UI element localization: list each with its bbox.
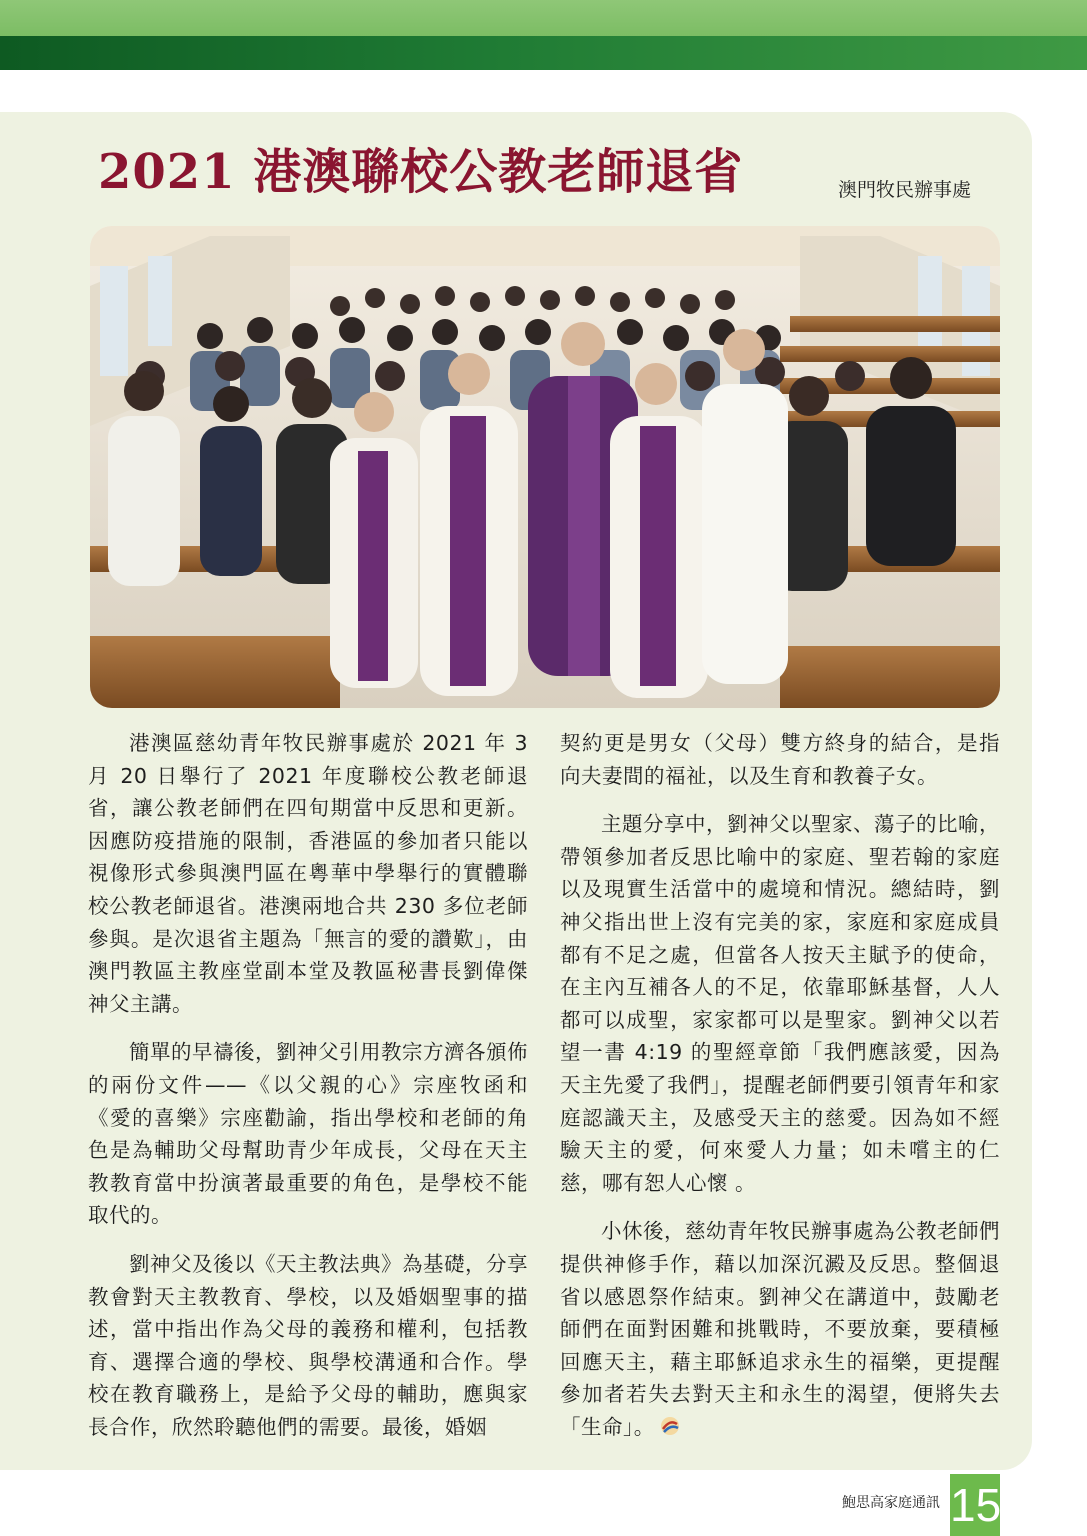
article-paragraph: 簡單的早禱後，劉神父引用教宗方濟各頒佈的兩份文件——《以父親的心》宗座牧函和《愛的喜樂》宗座勸諭，指出學校和老師的角色是為輔助父母幫助青少年成長，父母在天主教教育當中扮演著最重要的角色，是學校不能取代的。 (88, 1040, 528, 1228)
article-right-column (560, 727, 1000, 1459)
article-paragraph: 契約更是男女（父母）雙方終身的結合，是指向夫妻間的福祉，以及生育和教養子女。 (560, 731, 1000, 788)
article-paragraph-last (560, 1215, 1000, 1443)
group-photo-icon (90, 226, 1000, 708)
header-band-dark (0, 36, 1087, 70)
article-paragraph: 劉神父及後以《天主教法典》為基礎，分享教會對天主教教育、學校，以及婚姻聖事的描述，當中指出作為父母的義務和權利，包括教育、選擇合適的學校、與學校溝通和合作。學校在教育職務上，是給予父母的輔助，應與家長合作，欣然聆聽他們的需要。最後，婚姻 (88, 1251, 528, 1439)
group-photo (90, 226, 1000, 708)
page-number: 15 (950, 1474, 1000, 1536)
article-left-column (88, 727, 528, 1459)
header-band-light (0, 0, 1087, 36)
article-paragraph-text: 小休後，慈幼青年牧民辦事處為公教老師們提供神修手作，藉以加深沉澱及反思。整個退省以感恩祭作結束。劉神父在講道中，鼓勵老師們在面對困難和挑戰時，不要放棄，要積極回應天主，藉主耶穌追求永生的福樂，更提醒參加者若失去對天主和永生的渴望，便將失去「生命」。 (560, 1219, 1000, 1439)
article-title: 2021 港澳聯校公教老師退省 (98, 144, 744, 200)
department-byline: 澳門牧民辦事處 (838, 179, 972, 201)
article-paragraph: 主題分享中，劉神父以聖家、蕩子的比喻，帶領參加者反思比喻中的家庭、聖若翰的家庭以及現實生活當中的處境和情況。總結時，劉神父指出世上沒有完美的家，家庭和家庭成員都有不足之處，但當各人按天主賦予的使命，在主內互補各人的不足，依靠耶穌基督，人人都可以成聖，家家都可以是聖家。劉神父以若望一書 4:19 的聖經章節「我們應該愛，因為天主先愛了我們」，提醒老師們要引領青年和家庭認識天主，及感受天主的慈愛。因為如不經驗天主的愛，何來愛人力量；如未嚐主的仁慈，哪有恕人心懷 。 (560, 812, 1000, 1195)
article-end-ornament-icon (659, 1415, 681, 1437)
publication-name: 鮑思高家庭通訊 (842, 1495, 940, 1511)
article-paragraph: 港澳區慈幼青年牧民辦事處於 2021 年 3 月 20 日舉行了 2021 年度聯校公教老師退省，讓公教老師們在四旬期當中反思和更新。因應防疫措施的限制，香港區的參加者只能以視像形式參與澳門區在粵華中學舉行的實體聯校公教老師退省。港澳兩地合共 230 多位老師參與。是次退省主題為「無言的愛的讚歎」，由澳門教區主教座堂副本堂及教區秘書長劉偉傑神父主講。 (88, 731, 528, 1016)
